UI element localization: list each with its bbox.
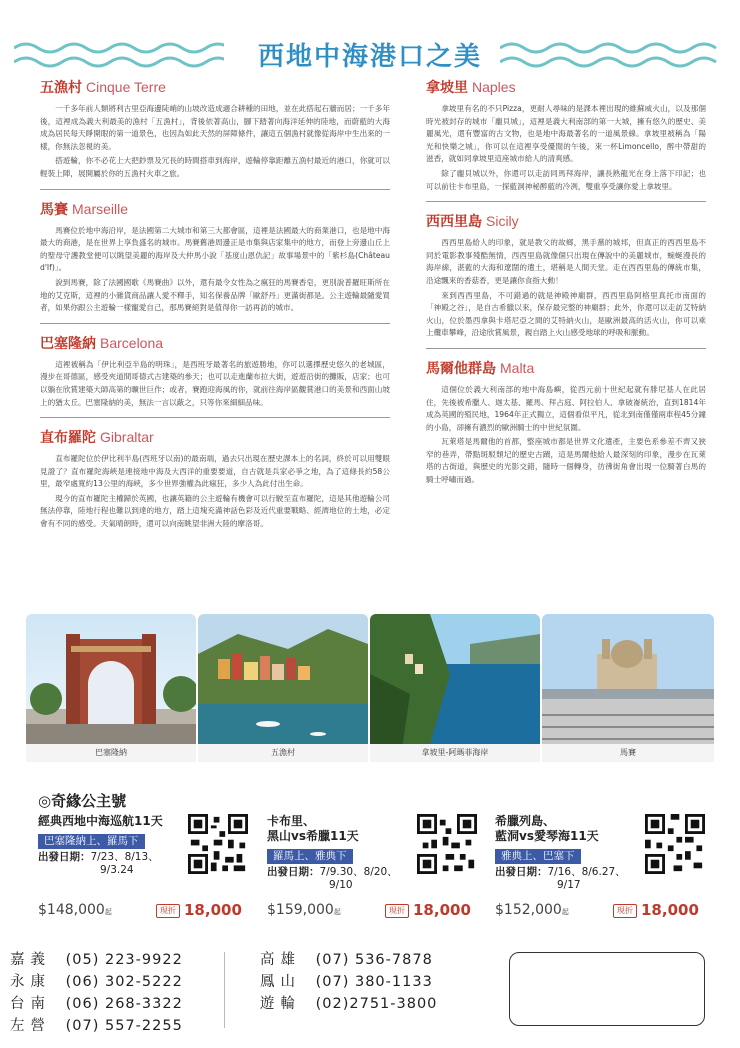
divider [40, 189, 390, 190]
cruise-title: 希臘列島、 藍洞vs愛琴海11天 [495, 814, 599, 843]
discount: 現折 18,000 [385, 901, 471, 919]
contact-list [0, 946, 740, 1036]
left-column [40, 78, 390, 539]
section-body: 這裡被稱為「伊比利亞半島的明珠」，是西班牙最著名的旅遊勝地，你可以選擇歷史悠久的老城區，漫步在哥德區，感受夾道間哥德式古建築的參天；也可以走進蘭布拉大街，遊遊沿街的攤販，店家；也可以躺在欣賞建築大師高第的曠世巨作；或者，賽跑迎海風的你，就前往海岸區觀賞港口的美景和西面山坡上的猶太丘。巴塞隆納的美，無法一言以蔽之，只等你來細細品味。 [40, 359, 390, 407]
section-body: 西西里島給人的印象，就是教父的故鄉，黑手黨的城邦，但真正的西西里島不同於電影教事殘酷無情，西西里島就像個只出現在傳說中的美麗城市，蜿蜒漫長的海岸線，湛藍的大海和遼闊的遺土，堪稱是人間天堂。走在西西里島的傳統市集，沿途飄來的香菇香，更是讓你食指大動！ 來到西西里島，不可錯過的就是神殿神廟群，西西里島阿格里真托市南面的「神殿之谷」，是自古希臘以來，保存最完整的神廟群；此外，你還可以走訪艾特納火山，位於墨西拿與卡塔尼亞之間的艾特納火山，是歐洲最高的活火山，你可以乘上纜車攀峰，沿途欣賞風景，親自踏上火山感受地球的呼吸和脈動。 [426, 238, 706, 338]
qr-code-icon[interactable] [417, 814, 477, 874]
wave-decoration-right [500, 38, 725, 78]
section-cinque-terre [40, 78, 390, 181]
section-marseille [40, 200, 390, 315]
contact-item: 高雄 (07) 536-7878 [260, 952, 433, 968]
cruise-title: 經典西地中海巡航11天 [38, 814, 163, 828]
cinque-terre-image [198, 614, 368, 762]
departure-dates: 出發日期：7/23、8/13、 9/3.24 [38, 851, 159, 876]
amalfi-coast-image [370, 614, 540, 762]
route-tag: 羅馬上、雅典下 [267, 849, 353, 864]
section-body: 拿坡里有名的不只Pizza，更耐人尋味的是課本裡出現的維蘇威火山，以及那個時光被封存的城市「龐貝城」，這裡是義大利南部的第一大城，擁有悠久的歷史、美麗風光，還有豐富的古文物，也是地中海最著名的一道風景線。拿坡里被稱為「陽光和快樂之城」，你可以在這裡享受優閒的午後，來一杯Limoncello，醉中帶甜的滋香，就如同拿坡里這座城市給人的清爽感。 除了龐貝城以外，你還可以走訪同馬拜海岸，讓長熟龍光在身上落下印記；也可以前往卡布里島，一探藍洞神秘醉藍的冷冽，雙重享受讓你愛上拿坡里。 [426, 104, 706, 191]
route-tag: 雅典上、巴塞下 [495, 849, 581, 864]
photo-caption: 馬賽 [542, 744, 714, 762]
photo-naples-amalfi [370, 614, 540, 762]
section-barcelona [40, 334, 390, 409]
price: $159,000起 [267, 902, 341, 918]
discount: 現折 18,000 [613, 901, 699, 919]
price: $148,000起 [38, 902, 112, 918]
photo-caption: 巴塞隆納 [26, 744, 196, 762]
departure-dates: 出發日期：7/9.30、8/20、 9/10 [267, 866, 398, 891]
contact-item: 永康 (06) 302-5222 [10, 974, 183, 990]
contact-item: 鳳山 (07) 380-1133 [260, 974, 433, 990]
section-gibraltar [40, 428, 390, 531]
section-body: 一千多年前人類將利古里亞海邊陡峭的山坡改造成適合耕種的田地，並在此搭起石牆而居；一千多年後，這裡成為義大利最美的漁村「五漁村」，背後依著高山，腳下踏著向海洋延伸的陸地，而蔚藍的大海成為居民每天睜開眼的第一道景色，也因為如此天然的屏障條件，讓這五個漁村就像從海岸中生出來的一樣，你無法忽視的美。 搭遊輪，你不必花上大把鈔票及冗長的時間搭車到海岸，遊輪停靠距離五漁村最近的港口，你就可以輕裝上陣，展開屬於你的五漁村火車之旅。 [40, 104, 390, 178]
section-naples [426, 78, 706, 193]
contact-item: 台南 (06) 268-3322 [10, 996, 183, 1012]
section-body: 直布羅陀位於伊比利半島(西班牙以南)的最南端，過去只出現在歷史課本上的名詞，終於可以用雙眼見證了？直布羅陀海峽是連接地中海及大西洋的重要要道，自古就是兵家必爭之地，為了這條長約58公里，最窄處寬約13公里的海峽，多少世界強權為此瘋狂，多少人為此付出生命。 現今的直布羅陀主權歸於英國，也讓英籍的公主遊輪有機會可以行駛至直布羅陀，這是其他遊輪公司無法停靠，陸地行程也難以到達的地方，踏上這塊充滿神話色彩及近代重要戰略、經濟地位的土地，必定會有不同的感受。天氣晴朗時，還可以向南眺望非洲大陸的摩洛哥。 [40, 454, 390, 529]
contact-item: 遊輪 (02)2751-3800 [260, 996, 438, 1012]
route-tag: 巴塞隆納上、羅馬下 [38, 834, 145, 849]
section-malta [426, 359, 706, 487]
vertical-divider [224, 952, 225, 1028]
price: $152,000起 [495, 902, 569, 918]
divider [426, 348, 706, 349]
photo-caption: 五漁村 [198, 744, 368, 762]
qr-code-icon[interactable] [645, 814, 705, 874]
section-heading: 五漁村 Cinque Terre [40, 79, 166, 96]
section-body: 馬賽位於地中海沿岸，是法國第二大城市和第三大都會區，這裡是法國最大的商業港口，也是地中海最大的商港，是在世界上享負盛名的城市。馬賽舊港周邊正是市集與店家集中的地方，而登上旁邊山丘上的聖母守護教堂便可以眺望美麗的海岸及大仲馬小說「基度山恩仇記」故事場景中的「紫杉島(Château d'If)」。 說到馬賽，除了法國國歌《馬賽曲》以外，還有最令女性為之瘋狂的馬賽香皂，更別說普羅旺斯所在地的艾克斯，這裡的小雜貨商品讓人愛不釋手，知名保養品牌「歐舒丹」更滿街都是。公主遊輪最隨愛買者，如果你跟公主遊輪一樣寵愛自己，那馬賽絕對是值得你一訪再訪的城市。 [40, 225, 390, 313]
marseille-cathedral-image [542, 614, 714, 762]
photo-cinque-terre [198, 614, 368, 762]
section-heading: 西西里島 Sicily [426, 213, 519, 231]
ship-name: ◎奇緣公主號 [38, 792, 127, 810]
section-sicily [426, 212, 706, 340]
section-heading: 巴塞隆納 Barcelona [40, 334, 164, 352]
photo-caption: 拿坡里-阿瑪菲海岸 [370, 744, 540, 762]
section-heading: 馬賽 Marseille [40, 200, 129, 218]
discount: 現折 18,000 [156, 901, 242, 919]
cruise-card-1[interactable] [38, 814, 263, 926]
section-body: 這個位於義大利南部的地中海島嶼，從西元前十世紀起就有腓尼基人在此居住，先後被希臘人、迦太基、羅馬、拜占庭、阿拉伯人、拿破崙統治，直到1814年成為英國的殖民地，1964年正式獨立，這個看似平凡，從北到南僅僅兩車程45分鐘的小島，卻擁有濃烈的歐洲騎士的中世紀氛圍。 瓦萊塔是馬爾他的首都，整座城市都是世界文化遺產，主要色系參差不齊又狹窄的巷弄，帶點斑駁頹圮的歷史古蹟，這是馬爾他給人最深刻的印象，漫步在瓦萊塔的古街道，與歷史的光影交錯，隨時一個轉身，彷彿街角會出現一位騎著白馬的騎士呼嘯而過。 [426, 384, 706, 485]
divider [426, 201, 706, 202]
page-title-banner [0, 28, 740, 84]
agency-stamp-box [509, 952, 705, 1026]
cruise-title: 卡布里、 黑山vs希臘11天 [267, 814, 359, 843]
contact-item: 左營 (07) 557-2255 [10, 1018, 183, 1034]
section-heading: 直布羅陀 Gibraltar [40, 429, 154, 447]
cruise-offer-box [22, 774, 720, 932]
cruise-card-2[interactable] [267, 814, 492, 926]
qr-code-icon[interactable] [188, 814, 248, 874]
page-title: 西地中海港口之美 [257, 42, 482, 72]
contact-item: 嘉義 (05) 223-9922 [10, 952, 183, 968]
departure-dates: 出發日期：7/16、8/6.27、 9/17 [495, 866, 626, 891]
section-heading: 馬爾他群島 Malta [426, 359, 535, 377]
divider [40, 417, 390, 418]
cruise-card-3[interactable] [495, 814, 720, 926]
divider [40, 323, 390, 324]
photo-strip [26, 614, 714, 762]
right-column [426, 78, 706, 495]
photo-barcelona [26, 614, 196, 762]
barcelona-arch-image [26, 614, 196, 762]
section-heading: 拿坡里 Naples [426, 79, 516, 96]
photo-marseille [542, 614, 714, 762]
